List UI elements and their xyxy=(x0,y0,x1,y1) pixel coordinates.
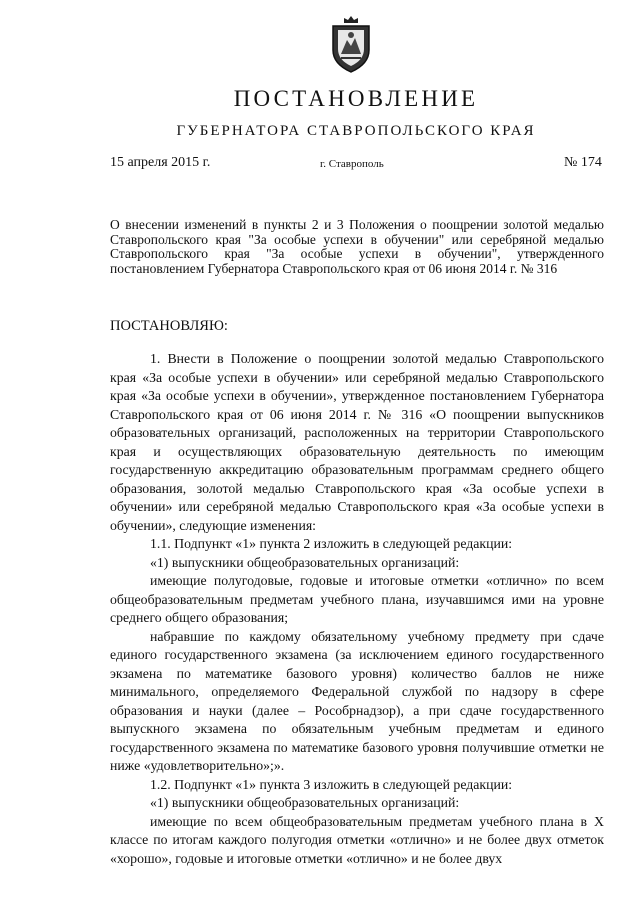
paragraph: «1) выпускники общеобразовательных организаций: xyxy=(150,795,460,810)
paragraph: 1.2. Подпункт «1» пункта 3 изложить в следующей редакции: xyxy=(150,776,513,792)
paragraph: имеющие полугодовые, годовые и итоговые отметки «отлично» по всем общеобразовательным предметам учебного плана, изучавшимся ими на уровне среднего общего образования; xyxy=(110,573,604,625)
paragraph: имеющие по всем общеобразовательным предметам учебного плана в X классе по итогам каждого полугодия отметки «отлично» и не более двух отметок «хорошо», годовые и итоговые отметки «отлично» и не более двух xyxy=(110,813,604,866)
coat-of-arms-icon xyxy=(327,14,375,74)
document-city: г. Ставрополь xyxy=(320,158,384,170)
decree-word: ПОСТАНОВЛЯЮ: xyxy=(110,318,228,334)
paragraph: 1. Внести в Положение о поощрении золотой медалью Ставропольского края «За особые успехи в обучении» или серебряной медалью Ставропольского края «За особые успехи в обучении», утвержденное постановлением Губернатора Ставропольского края от 06 июня 2014 г. № 316 «О поощрении выпускников образовательных организаций, расположенных на территории Ставропольского края и осуществляющих образовательную деятельность по имеющим государственную аккредитацию образовательным программам среднего общего образования, золотой медалью Ставропольского края «За особые успехи в обучении» или серебряной медалью Ставропольского края «За особые успехи в обучении», следующие изменения: xyxy=(110,351,604,533)
paragraph: набравшие по каждому обязательному учебному предмету при сдаче единого государственного экзамена (за исключением единого государственного экзамена по математике базового уровня) количество баллов не ниже минимального, определяемого Федеральной службой по надзору в сфере образования и науки (далее – Рособрнадзор), а при сдаче государственного выпускного экзамена по обязательным учебным предметам и единого государственного экзамена по математике базового уровня получившие отметки не ниже «удовлетворительно»;». xyxy=(110,628,604,773)
paragraph: «1) выпускники общеобразовательных организаций: xyxy=(150,554,460,570)
paragraph: 1.1. Подпункт «1» пункта 2 изложить в следующей редакции: xyxy=(150,536,513,551)
document-title: ПОСТАНОВЛЕНИЕ xyxy=(233,86,479,111)
document-number: № 174 xyxy=(564,155,602,170)
document-subject: О внесении изменений в пункты 2 и 3 Положения о поощрении золотой медалью Ставропольского края "За особые успехи в обучении" или серебряной медалью Ставропольского края "За особые успехи в обучении", утвержденного постановлением Губернатора Ставропольского края от 06 июня 2014 г. № 316 xyxy=(110,217,604,276)
document-date: 15 апреля 2015 г. xyxy=(110,155,211,170)
issuer-title: ГУБЕРНАТОРА СТАВРОПОЛЬСКОГО КРАЯ xyxy=(176,123,536,139)
document-body xyxy=(110,350,604,868)
